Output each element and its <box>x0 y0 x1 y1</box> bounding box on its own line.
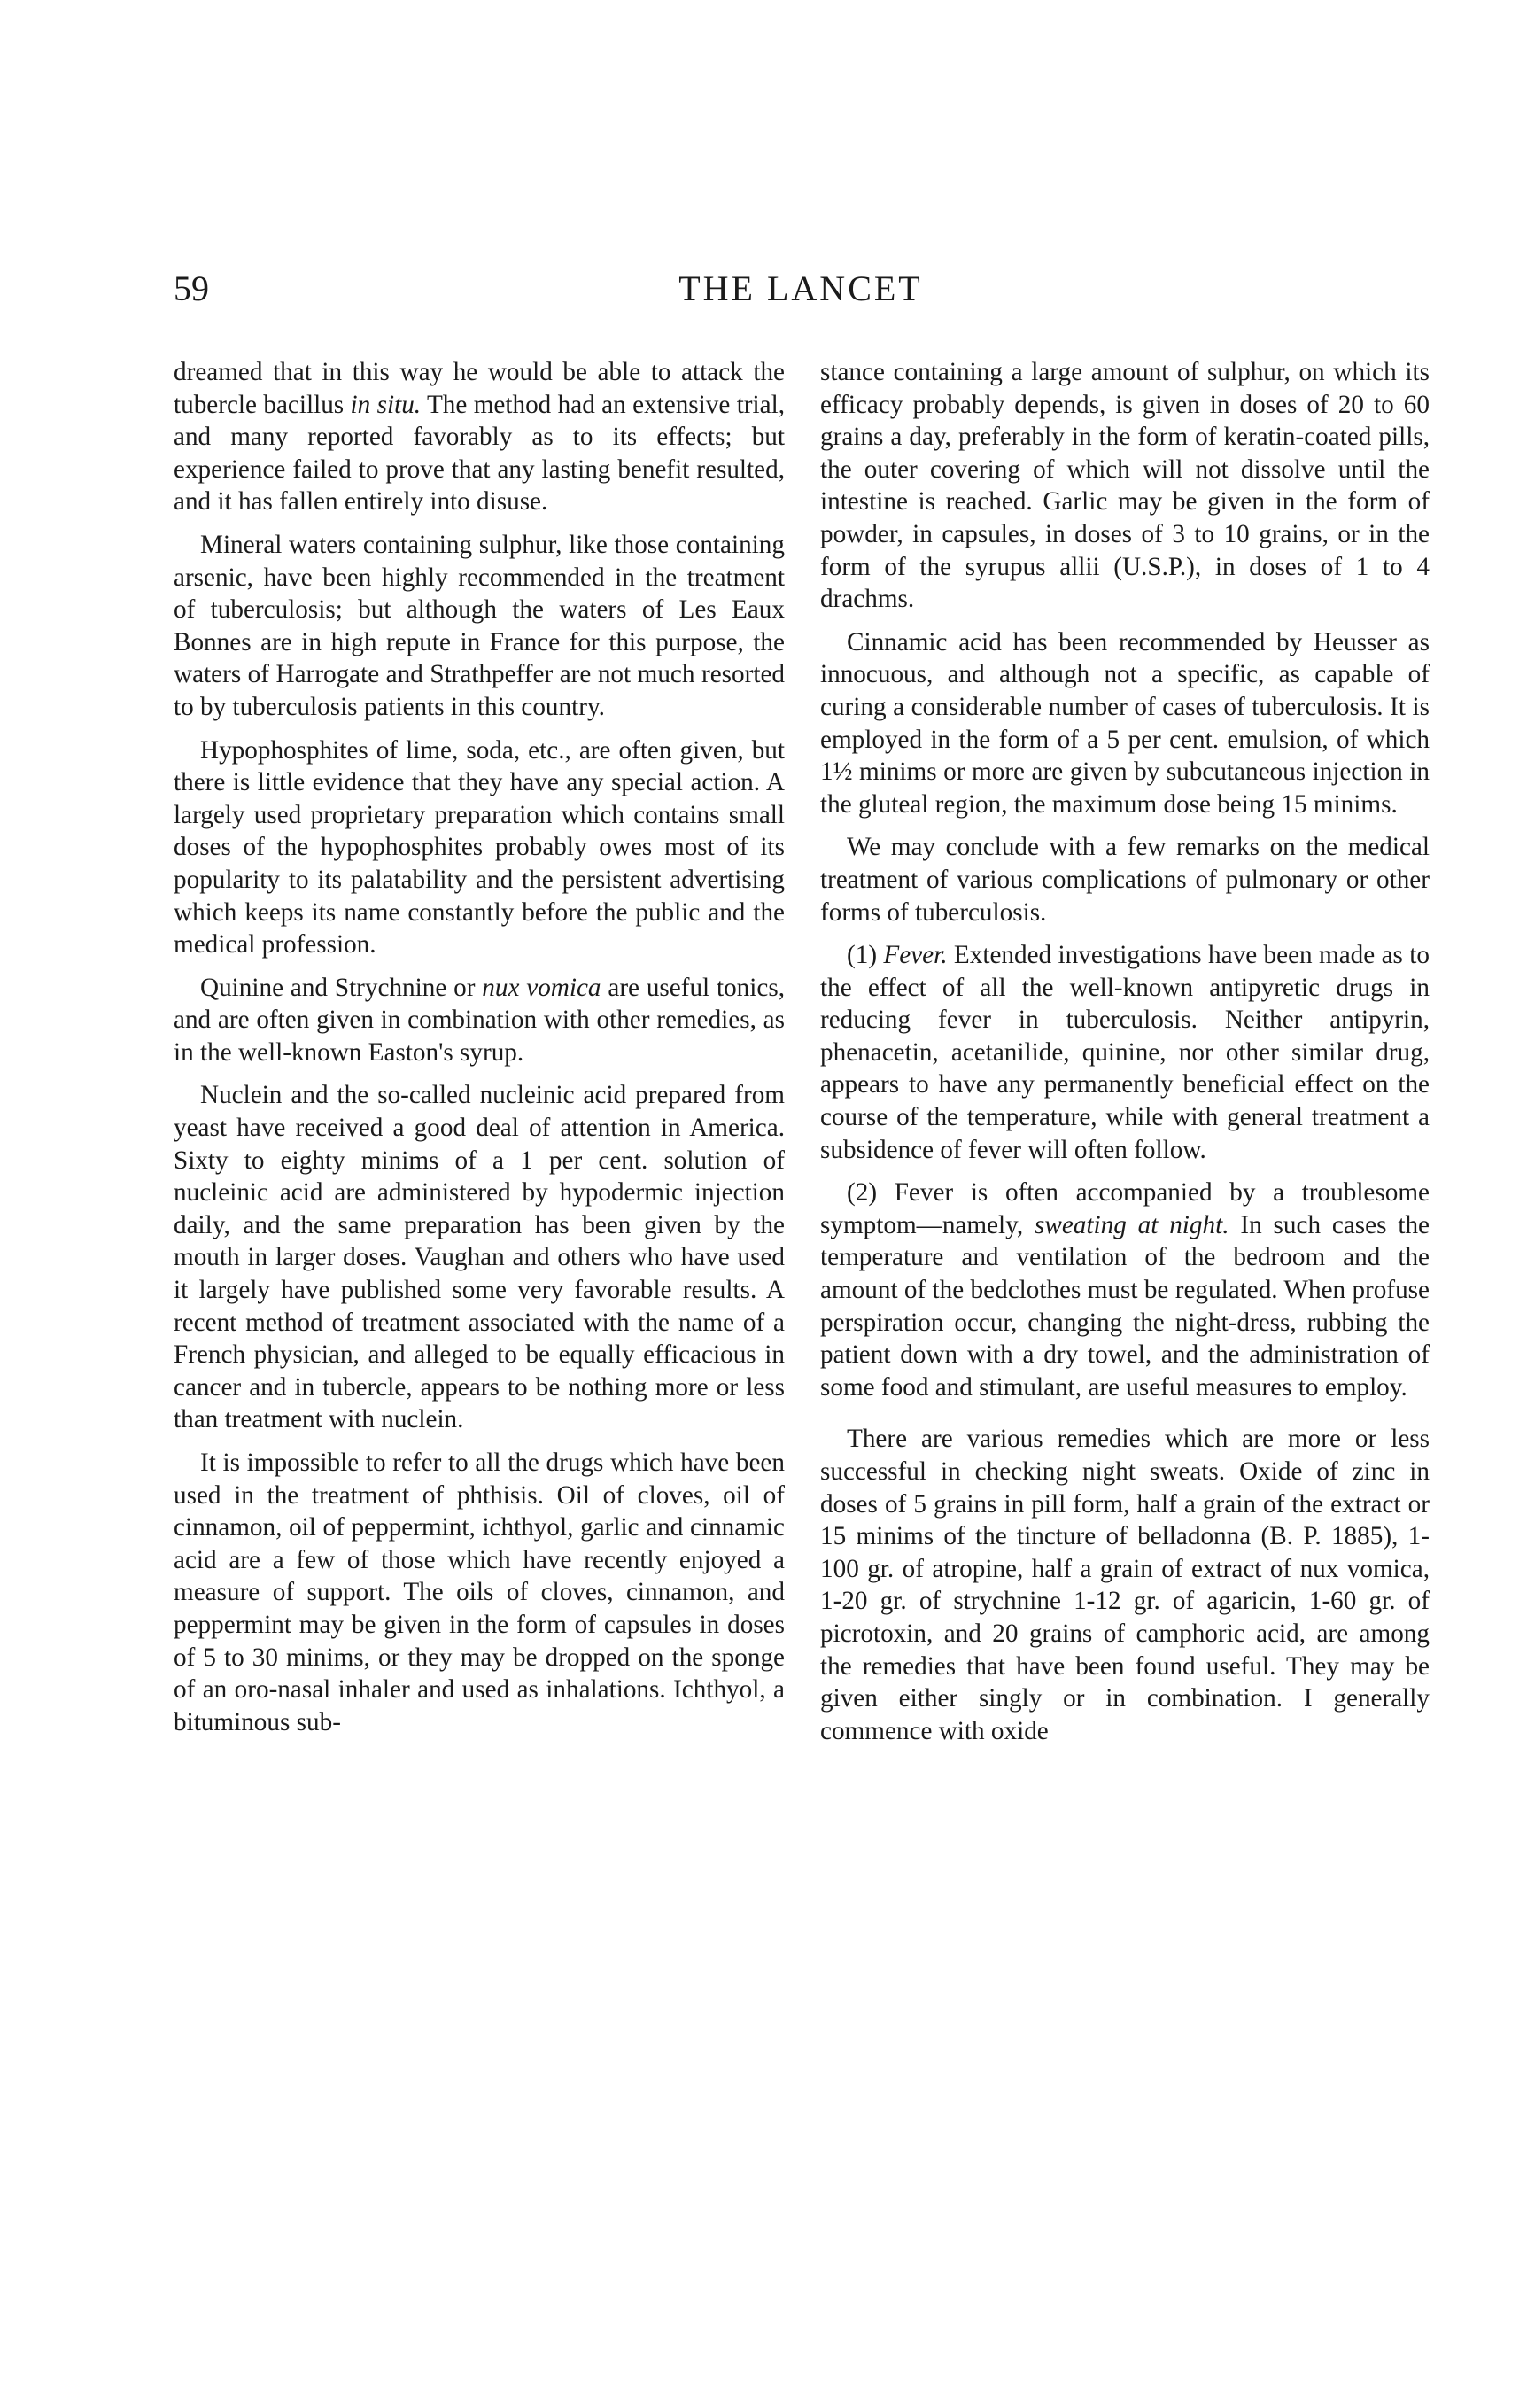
paragraph-nuclein: Nuclein and the so-called nucleinic acid prepared from yeast have received a good deal of attention in America. Sixty to eighty minims of a 1 per cent. solution of nucleinic acid are administered by hypodermic injection daily, and the same preparation has been given by the mouth in larger doses. Vaughan and others who have used it largely have published some very favorable results. A recent method of treatment associated with the name of a French physician, and alleged to be equally efficacious in cancer and in tubercle, appears to be nothing more or less than treatment with nuclein. <box>174 1081 785 1434</box>
text-run: Quinine and Strychnine or <box>200 973 483 1002</box>
paragraph-cinnamic-acid: Cinnamic acid has been recommended by Heusser as innocuous, and although not a specific, as capable of curing a considerable number of cases of tuberculosis. It is employed in the form of a 5 per cent. emulsion, of which 1½ minims or more are given by subcutaneous injection in the gluteal region, the maximum dose being 15 minims. <box>820 627 1430 819</box>
page-number: 59 <box>174 268 209 308</box>
text-run: (1) <box>847 941 884 970</box>
italic-term: sweating at night. <box>1035 1210 1229 1239</box>
right-column <box>820 356 1430 1758</box>
italic-term: Fever. <box>883 941 948 970</box>
text-run: dreamed that in this way he would be able to attack the tubercle bacillus <box>174 358 785 419</box>
text-run: The method had an extensive trial, and many reported favorably as to its effects; but experience failed to prove that any lasting benefit resulted, and it has fallen entirely into disuse. <box>174 390 786 517</box>
page-header <box>174 264 1428 314</box>
paragraph-remedies: There are various remedies which are more or less successful in checking night sweats. Oxide of zinc in doses of 5 grains in pill form, half a grain of the extract or 15 minims of the tincture of belladonna (B. P. 1885), 1-100 gr. of atropine, half a grain of extract of nux vomica, 1-20 gr. of strychnine 1-12 gr. of agaricin, 1-60 gr. of picrotoxin, and 20 grains of camphoric acid, are among the remedies that have been found useful. They may be given either singly or in combination. I generally commence with oxide <box>820 1425 1430 1745</box>
text-run: Extended investigations have been made as to the effect of all the well-known antipyretic drugs in reducing fever in tuberculosis. Neither antipyrin, phenacetin, acetanilide, quinine, nor other similar drug, appears to have any permanently beneficial effect on the course of the temperature, while with general treatment a subsidence of fever will often follow. <box>820 941 1430 1164</box>
paragraph-other-drugs: It is impossible to refer to all the drugs which have been used in the treatment of phthisis. Oil of cloves, oil of cinnamon, oil of peppermint, ichthyol, garlic and cinnamic acid are a few of those which have recently enjoyed a measure of support. The oils of cloves, cinnamon, and peppermint may be given in the form of capsules in doses of 5 to 30 minims, or they may be dropped on the sponge of an oro-nasal inhaler and used as inhalations. Ichthyol, a bituminous sub- <box>174 1449 785 1736</box>
paragraph-continued: stance containing a large amount of sulphur, on which its efficacy probably depends, is given in doses of 20 to 60 grains a day, preferably in the form of keratin-coated pills, the outer covering of which will not dissolve until the intestine is reached. Garlic may be given in the form of powder, in capsules, in doses of 3 to 10 grains, or in the form of the syrupus allii (U.S.P.), in doses of 1 to 4 drachms. <box>820 358 1430 614</box>
paragraph-hypophosphites: Hypophosphites of lime, soda, etc., are often given, but there is little evidence that they have any special action. A largely used proprietary preparation which contains small doses of the hypophosphites probably owes most of its popularity to its palatability and the persistent advertising which keeps its name constantly before the public and the medical profession. <box>174 735 785 959</box>
text-run: In such cases the temperature and ventilation of the bedroom and the amount of the bedclothes must be regulated. When profuse perspiration occur, changing the night-dress, rubbing the patient down with a dry towel, and the administration of some food and stimulant, are useful measures to employ. <box>820 1210 1430 1402</box>
paragraph-night-sweats <box>820 1177 1430 1403</box>
paragraph-mineral-waters: Mineral waters containing sulphur, like those containing arsenic, have been highly recommended in the treatment of tuberculosis; but although the waters of Les Eaux Bonnes are in high repute in France for this purpose, the waters of Harrogate and Strathpeffer are not much resorted to by tuberculosis patients in this country. <box>174 530 785 721</box>
italic-term: in situ. <box>350 390 422 419</box>
running-title: THE LANCET <box>678 268 923 308</box>
paragraph-quinine <box>174 972 785 1069</box>
paragraph-fever <box>820 939 1430 1166</box>
text-run: (2) Fever is often accompanied by a troublesome symptom—namely, <box>820 1178 1430 1239</box>
text-run: are useful tonics, and are often given in combination with other remedies, as in the well-known Easton's syrup. <box>174 973 785 1067</box>
italic-term: nux vomica <box>482 973 601 1002</box>
left-column <box>174 356 785 1749</box>
paragraph-complications: We may conclude with a few remarks on the medical treatment of various complications of pulmonary or other forms of tuberculosis. <box>820 833 1430 927</box>
paragraph-continued <box>174 356 785 518</box>
